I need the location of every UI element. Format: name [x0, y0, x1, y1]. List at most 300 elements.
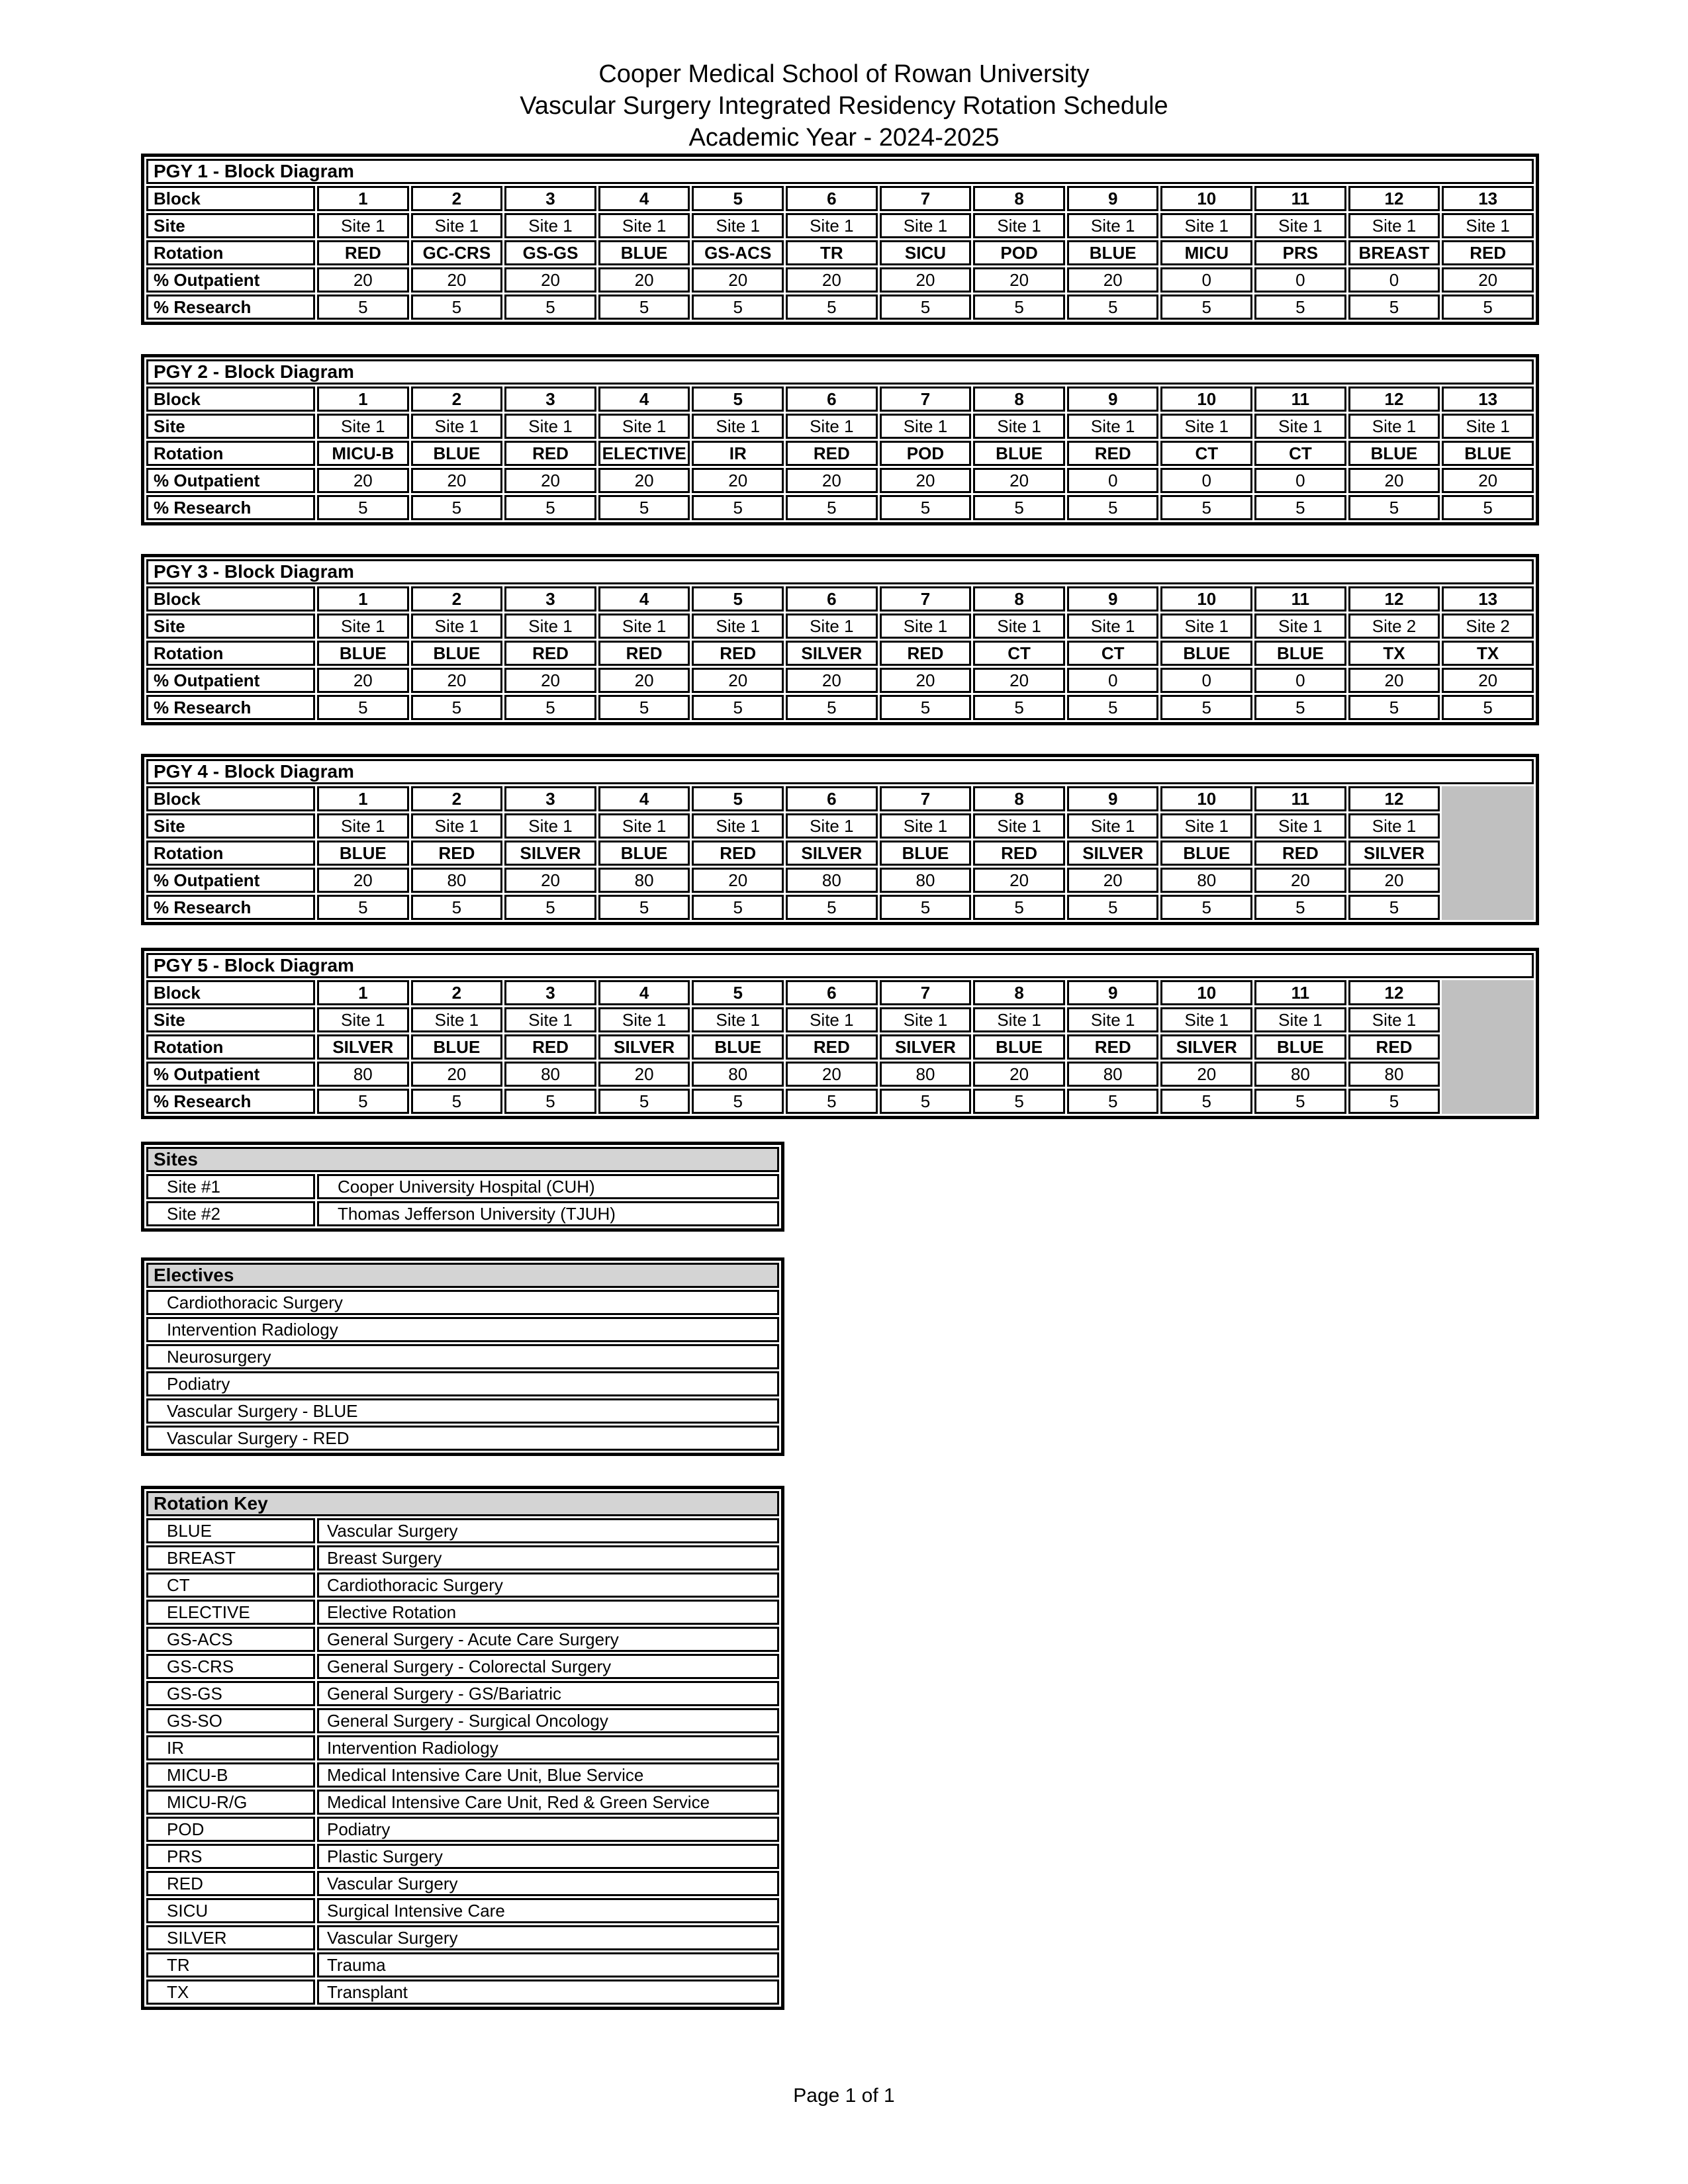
rotation-key-table-header: Rotation Key	[146, 1491, 779, 1516]
site-cell: Site 1	[504, 414, 596, 439]
rotation-cell: BLUE	[973, 1034, 1065, 1060]
rotation-description-cell: Breast Surgery	[317, 1545, 779, 1570]
site-cell: Site 1	[317, 213, 409, 238]
rotation-cell: RED	[1067, 1034, 1159, 1060]
block-cell: 7	[880, 786, 972, 811]
research-cell: 5	[317, 495, 409, 520]
row-label-sites: Site	[146, 1007, 315, 1032]
rotation-description-cell: General Surgery - Surgical Oncology	[317, 1708, 779, 1733]
title-school: Cooper Medical School of Rowan University	[598, 60, 1090, 88]
unused-block-gray-cell	[1442, 980, 1534, 1114]
rotation-cell: IR	[692, 441, 784, 466]
site-cell: Site 1	[411, 1007, 503, 1032]
rotation-description-cell: Transplant	[317, 1979, 779, 2005]
block-cell: 11	[1254, 186, 1346, 211]
outpatient-cell: 20	[317, 668, 409, 693]
rotation-cell: TX	[1348, 641, 1440, 666]
rotation-cell: SILVER	[317, 1034, 409, 1060]
rotation-cell: GC-CRS	[411, 240, 503, 265]
outpatient-cell: 20	[1348, 868, 1440, 893]
site-cell: Site 1	[1442, 414, 1534, 439]
rotation-cell: RED	[692, 641, 784, 666]
block-cell: 9	[1067, 387, 1159, 412]
rotation-cell: SILVER	[1067, 841, 1159, 866]
rotation-cell: RED	[692, 841, 784, 866]
outpatient-cell: 20	[598, 267, 690, 293]
block-cell: 1	[317, 387, 409, 412]
outpatient-cell: 0	[1160, 668, 1252, 693]
block-cell: 1	[317, 786, 409, 811]
outpatient-cell: 20	[786, 668, 878, 693]
outpatient-cell: 20	[411, 668, 503, 693]
outpatient-cell: 20	[1442, 668, 1534, 693]
outpatient-cell: 80	[786, 868, 878, 893]
site-cell: Site 1	[880, 614, 972, 639]
outpatient-cell: 20	[973, 267, 1065, 293]
site-cell: Site 1	[692, 414, 784, 439]
block-cell: 4	[598, 980, 690, 1005]
block-cell: 7	[880, 586, 972, 612]
block-cell: 11	[1254, 786, 1346, 811]
document-title-block	[0, 58, 1688, 154]
research-cell: 5	[411, 495, 503, 520]
research-cell: 5	[880, 695, 972, 720]
rotation-cell: BLUE	[1160, 641, 1252, 666]
site-cell: Site 1	[504, 1007, 596, 1032]
block-cell: 2	[411, 786, 503, 811]
rotation-code-cell: MICU-R/G	[146, 1790, 315, 1815]
site-cell: Site 1	[598, 813, 690, 839]
rotation-cell: BLUE	[317, 841, 409, 866]
elective-item-cell: Podiatry	[146, 1371, 779, 1396]
rotation-cell: GS-GS	[504, 240, 596, 265]
outpatient-cell: 20	[880, 267, 972, 293]
pgy-3-block-diagram-table	[141, 554, 1539, 725]
rotation-cell: BLUE	[1254, 641, 1346, 666]
outpatient-cell: 20	[504, 267, 596, 293]
rotation-cell: TR	[786, 240, 878, 265]
block-cell: 3	[504, 186, 596, 211]
rotation-code-cell: GS-CRS	[146, 1654, 315, 1679]
rotation-key-table	[141, 1486, 784, 2010]
rotation-cell: RED	[880, 641, 972, 666]
outpatient-cell: 20	[504, 468, 596, 493]
outpatient-cell: 20	[786, 1062, 878, 1087]
site-cell: Site 1	[317, 614, 409, 639]
research-cell: 5	[317, 695, 409, 720]
row-label-outpatient: % Outpatient	[146, 267, 315, 293]
research-cell: 5	[880, 1089, 972, 1114]
block-cell: 5	[692, 186, 784, 211]
rotation-cell: RED	[973, 841, 1065, 866]
block-cell: 4	[598, 186, 690, 211]
block-cell: 3	[504, 980, 596, 1005]
rotation-description-cell: General Surgery - Colorectal Surgery	[317, 1654, 779, 1679]
block-cell: 10	[1160, 387, 1252, 412]
research-cell: 5	[504, 295, 596, 320]
row-label-rotations: Rotation	[146, 441, 315, 466]
outpatient-cell: 0	[1067, 668, 1159, 693]
block-cell: 8	[973, 586, 1065, 612]
rotation-cell: SILVER	[786, 841, 878, 866]
site-cell: Site 1	[1348, 1007, 1440, 1032]
block-cell: 12	[1348, 786, 1440, 811]
research-cell: 5	[1067, 695, 1159, 720]
research-cell: 5	[1254, 895, 1346, 920]
site-cell: Site 1	[1067, 614, 1159, 639]
site-cell: Site 1	[411, 414, 503, 439]
row-label-outpatient: % Outpatient	[146, 668, 315, 693]
block-cell: 5	[692, 586, 784, 612]
research-cell: 5	[692, 695, 784, 720]
rotation-description-cell: Surgical Intensive Care	[317, 1898, 779, 1923]
outpatient-cell: 20	[692, 868, 784, 893]
rotation-code-cell: RED	[146, 1871, 315, 1896]
rotation-cell: CT	[973, 641, 1065, 666]
rotation-cell: RED	[786, 441, 878, 466]
research-cell: 5	[786, 695, 878, 720]
outpatient-cell: 20	[786, 267, 878, 293]
pgy-table-title: PGY 1 - Block Diagram	[146, 159, 1534, 184]
site-cell: Site 1	[1067, 1007, 1159, 1032]
block-cell: 7	[880, 387, 972, 412]
sites-table	[141, 1142, 784, 1232]
research-cell: 5	[973, 295, 1065, 320]
block-cell: 8	[973, 387, 1065, 412]
outpatient-cell: 20	[317, 267, 409, 293]
site-cell: Site 1	[1348, 414, 1440, 439]
research-cell: 5	[692, 295, 784, 320]
research-cell: 5	[692, 1089, 784, 1114]
outpatient-cell: 0	[1254, 668, 1346, 693]
research-cell: 5	[973, 1089, 1065, 1114]
row-label-sites: Site	[146, 213, 315, 238]
site-cell: Site 1	[880, 213, 972, 238]
site-cell: Site 1	[973, 813, 1065, 839]
outpatient-cell: 80	[598, 868, 690, 893]
block-cell: 2	[411, 186, 503, 211]
site-cell: Site 1	[504, 614, 596, 639]
research-cell: 5	[880, 295, 972, 320]
rotation-cell: BLUE	[1442, 441, 1534, 466]
block-cell: 9	[1067, 786, 1159, 811]
block-cell: 6	[786, 186, 878, 211]
rotation-cell: CT	[1160, 441, 1252, 466]
outpatient-cell: 20	[1254, 868, 1346, 893]
rotation-code-cell: POD	[146, 1817, 315, 1842]
site-number-cell: Site #1	[146, 1174, 315, 1199]
research-cell: 5	[598, 1089, 690, 1114]
site-name-cell: Thomas Jefferson University (TJUH)	[317, 1201, 779, 1226]
rotation-cell: RED	[1254, 841, 1346, 866]
research-cell: 5	[317, 895, 409, 920]
site-cell: Site 2	[1348, 614, 1440, 639]
row-label-research: % Research	[146, 495, 315, 520]
row-label-research: % Research	[146, 895, 315, 920]
rotation-code-cell: SILVER	[146, 1925, 315, 1950]
outpatient-cell: 20	[598, 1062, 690, 1087]
site-cell: Site 1	[1254, 414, 1346, 439]
outpatient-cell: 20	[1348, 468, 1440, 493]
outpatient-cell: 20	[317, 468, 409, 493]
pgy-1-table-wrap	[141, 154, 1539, 325]
unused-block-gray-cell	[1442, 786, 1534, 920]
site-cell: Site 1	[786, 213, 878, 238]
block-cell: 3	[504, 586, 596, 612]
rotation-code-cell: ELECTIVE	[146, 1600, 315, 1625]
site-number-cell: Site #2	[146, 1201, 315, 1226]
research-cell: 5	[598, 495, 690, 520]
rotation-description-cell: General Surgery - GS/Bariatric	[317, 1681, 779, 1706]
pgy-5-block-diagram-table	[141, 948, 1539, 1119]
elective-item-cell: Vascular Surgery - RED	[146, 1426, 779, 1451]
pgy-2-block-diagram-table	[141, 354, 1539, 525]
elective-item-cell: Intervention Radiology	[146, 1317, 779, 1342]
outpatient-cell: 80	[1067, 1062, 1159, 1087]
site-cell: Site 1	[880, 813, 972, 839]
rotation-code-cell: GS-GS	[146, 1681, 315, 1706]
research-cell: 5	[1348, 895, 1440, 920]
research-cell: 5	[786, 895, 878, 920]
site-cell: Site 1	[598, 1007, 690, 1032]
electives-table-header: Electives	[146, 1263, 779, 1288]
rotation-cell: SILVER	[1348, 841, 1440, 866]
block-cell: 10	[1160, 186, 1252, 211]
rotation-description-cell: Medical Intensive Care Unit, Blue Service	[317, 1762, 779, 1788]
outpatient-cell: 20	[1442, 468, 1534, 493]
research-cell: 5	[1442, 495, 1534, 520]
rotation-cell: GS-ACS	[692, 240, 784, 265]
site-cell: Site 1	[973, 414, 1065, 439]
outpatient-cell: 20	[1442, 267, 1534, 293]
outpatient-cell: 80	[317, 1062, 409, 1087]
rotation-cell: RED	[504, 441, 596, 466]
site-cell: Site 2	[1442, 614, 1534, 639]
block-cell: 3	[504, 786, 596, 811]
rotation-description-cell: Podiatry	[317, 1817, 779, 1842]
site-cell: Site 1	[1160, 213, 1252, 238]
outpatient-cell: 20	[504, 868, 596, 893]
rotation-cell: BLUE	[598, 240, 690, 265]
rotation-cell: POD	[880, 441, 972, 466]
outpatient-cell: 20	[598, 468, 690, 493]
research-cell: 5	[1254, 295, 1346, 320]
rotation-cell: MICU-B	[317, 441, 409, 466]
research-cell: 5	[973, 695, 1065, 720]
rotation-code-cell: SICU	[146, 1898, 315, 1923]
site-cell: Site 1	[1254, 213, 1346, 238]
title-academic-year: Academic Year - 2024-2025	[688, 124, 1000, 152]
research-cell: 5	[1160, 1089, 1252, 1114]
rotation-cell: MICU	[1160, 240, 1252, 265]
row-label-research: % Research	[146, 1089, 315, 1114]
site-cell: Site 1	[1348, 213, 1440, 238]
site-cell: Site 1	[411, 813, 503, 839]
elective-item-cell: Neurosurgery	[146, 1344, 779, 1369]
row-label-outpatient: % Outpatient	[146, 868, 315, 893]
pgy-5-table-wrap	[141, 948, 1539, 1119]
site-cell: Site 1	[1067, 213, 1159, 238]
outpatient-cell: 80	[880, 1062, 972, 1087]
site-cell: Site 1	[1067, 813, 1159, 839]
block-cell: 6	[786, 786, 878, 811]
research-cell: 5	[1160, 495, 1252, 520]
block-cell: 7	[880, 980, 972, 1005]
research-cell: 5	[598, 695, 690, 720]
pgy-table-title: PGY 4 - Block Diagram	[146, 759, 1534, 784]
row-label-blocks: Block	[146, 980, 315, 1005]
block-cell: 1	[317, 980, 409, 1005]
outpatient-cell: 20	[973, 868, 1065, 893]
rotation-description-cell: Cardiothoracic Surgery	[317, 1572, 779, 1598]
outpatient-cell: 20	[973, 468, 1065, 493]
block-cell: 8	[973, 186, 1065, 211]
block-cell: 10	[1160, 786, 1252, 811]
outpatient-cell: 80	[411, 868, 503, 893]
row-label-blocks: Block	[146, 586, 315, 612]
research-cell: 5	[317, 1089, 409, 1114]
rotation-cell: CT	[1067, 641, 1159, 666]
rotation-description-cell: Medical Intensive Care Unit, Red & Green Service	[317, 1790, 779, 1815]
block-cell: 2	[411, 980, 503, 1005]
block-cell: 2	[411, 586, 503, 612]
research-cell: 5	[1254, 1089, 1346, 1114]
rotation-cell: BLUE	[317, 641, 409, 666]
rotation-key-table-wrap	[141, 1486, 784, 2010]
rotation-description-cell: General Surgery - Acute Care Surgery	[317, 1627, 779, 1652]
site-cell: Site 1	[1160, 614, 1252, 639]
site-cell: Site 1	[692, 1007, 784, 1032]
block-cell: 2	[411, 387, 503, 412]
block-cell: 11	[1254, 980, 1346, 1005]
site-cell: Site 1	[598, 614, 690, 639]
row-label-blocks: Block	[146, 186, 315, 211]
outpatient-cell: 80	[1348, 1062, 1440, 1087]
rotation-description-cell: Plastic Surgery	[317, 1844, 779, 1869]
site-cell: Site 1	[598, 213, 690, 238]
rotation-cell: BLUE	[411, 441, 503, 466]
rotation-code-cell: TX	[146, 1979, 315, 2005]
rotation-code-cell: CT	[146, 1572, 315, 1598]
block-cell: 13	[1442, 586, 1534, 612]
outpatient-cell: 20	[1160, 1062, 1252, 1087]
electives-table-wrap	[141, 1257, 784, 1456]
site-cell: Site 1	[880, 414, 972, 439]
outpatient-cell: 20	[411, 267, 503, 293]
outpatient-cell: 20	[1067, 868, 1159, 893]
block-cell: 12	[1348, 186, 1440, 211]
site-cell: Site 1	[1254, 813, 1346, 839]
block-cell: 12	[1348, 586, 1440, 612]
rotation-cell: RED	[504, 1034, 596, 1060]
site-cell: Site 1	[504, 813, 596, 839]
research-cell: 5	[598, 295, 690, 320]
block-cell: 4	[598, 586, 690, 612]
research-cell: 5	[1442, 695, 1534, 720]
rotation-cell: TX	[1442, 641, 1534, 666]
site-cell: Site 1	[1160, 813, 1252, 839]
block-cell: 13	[1442, 186, 1534, 211]
rotation-description-cell: Intervention Radiology	[317, 1735, 779, 1760]
outpatient-cell: 0	[1067, 468, 1159, 493]
site-name-cell: Cooper University Hospital (CUH)	[317, 1174, 779, 1199]
block-cell: 5	[692, 980, 784, 1005]
rotation-description-cell: Vascular Surgery	[317, 1871, 779, 1896]
research-cell: 5	[1442, 295, 1534, 320]
site-cell: Site 1	[1160, 1007, 1252, 1032]
block-cell: 9	[1067, 586, 1159, 612]
outpatient-cell: 80	[880, 868, 972, 893]
research-cell: 5	[504, 895, 596, 920]
pgy-table-title: PGY 5 - Block Diagram	[146, 953, 1534, 978]
row-label-rotations: Rotation	[146, 841, 315, 866]
title-program: Vascular Surgery Integrated Residency Rotation Schedule	[520, 92, 1168, 120]
rotation-cell: BLUE	[692, 1034, 784, 1060]
research-cell: 5	[786, 495, 878, 520]
rotation-cell: RED	[504, 641, 596, 666]
outpatient-cell: 20	[880, 668, 972, 693]
research-cell: 5	[504, 495, 596, 520]
research-cell: 5	[1348, 295, 1440, 320]
rotation-code-cell: PRS	[146, 1844, 315, 1869]
outpatient-cell: 20	[411, 468, 503, 493]
rotation-code-cell: MICU-B	[146, 1762, 315, 1788]
outpatient-cell: 0	[1254, 468, 1346, 493]
rotation-code-cell: TR	[146, 1952, 315, 1978]
site-cell: Site 1	[1348, 813, 1440, 839]
research-cell: 5	[1160, 895, 1252, 920]
site-cell: Site 1	[598, 414, 690, 439]
research-cell: 5	[1254, 495, 1346, 520]
site-cell: Site 1	[1254, 614, 1346, 639]
rotation-cell: SILVER	[1160, 1034, 1252, 1060]
block-cell: 6	[786, 980, 878, 1005]
rotation-cell: SICU	[880, 240, 972, 265]
rotation-code-cell: IR	[146, 1735, 315, 1760]
row-label-sites: Site	[146, 614, 315, 639]
research-cell: 5	[1160, 295, 1252, 320]
pgy-4-table-wrap	[141, 754, 1539, 925]
block-cell: 12	[1348, 387, 1440, 412]
research-cell: 5	[1067, 295, 1159, 320]
site-cell: Site 1	[504, 213, 596, 238]
block-cell: 9	[1067, 186, 1159, 211]
rotation-cell: RED	[1348, 1034, 1440, 1060]
rotation-cell: SILVER	[598, 1034, 690, 1060]
rotation-cell: CT	[1254, 441, 1346, 466]
research-cell: 5	[692, 895, 784, 920]
rotation-code-cell: BLUE	[146, 1518, 315, 1543]
rotation-cell: BLUE	[1067, 240, 1159, 265]
research-cell: 5	[1067, 1089, 1159, 1114]
site-cell: Site 1	[1160, 414, 1252, 439]
research-cell: 5	[692, 495, 784, 520]
rotation-cell: BLUE	[411, 641, 503, 666]
research-cell: 5	[317, 295, 409, 320]
rotation-cell: RED	[786, 1034, 878, 1060]
block-cell: 10	[1160, 980, 1252, 1005]
block-cell: 6	[786, 586, 878, 612]
research-cell: 5	[411, 295, 503, 320]
rotation-description-cell: Vascular Surgery	[317, 1925, 779, 1950]
rotation-cell: BLUE	[1348, 441, 1440, 466]
block-cell: 4	[598, 786, 690, 811]
rotation-cell: ELECTIVE	[598, 441, 690, 466]
rotation-description-cell: Trauma	[317, 1952, 779, 1978]
research-cell: 5	[598, 895, 690, 920]
research-cell: 5	[411, 1089, 503, 1114]
outpatient-cell: 80	[692, 1062, 784, 1087]
